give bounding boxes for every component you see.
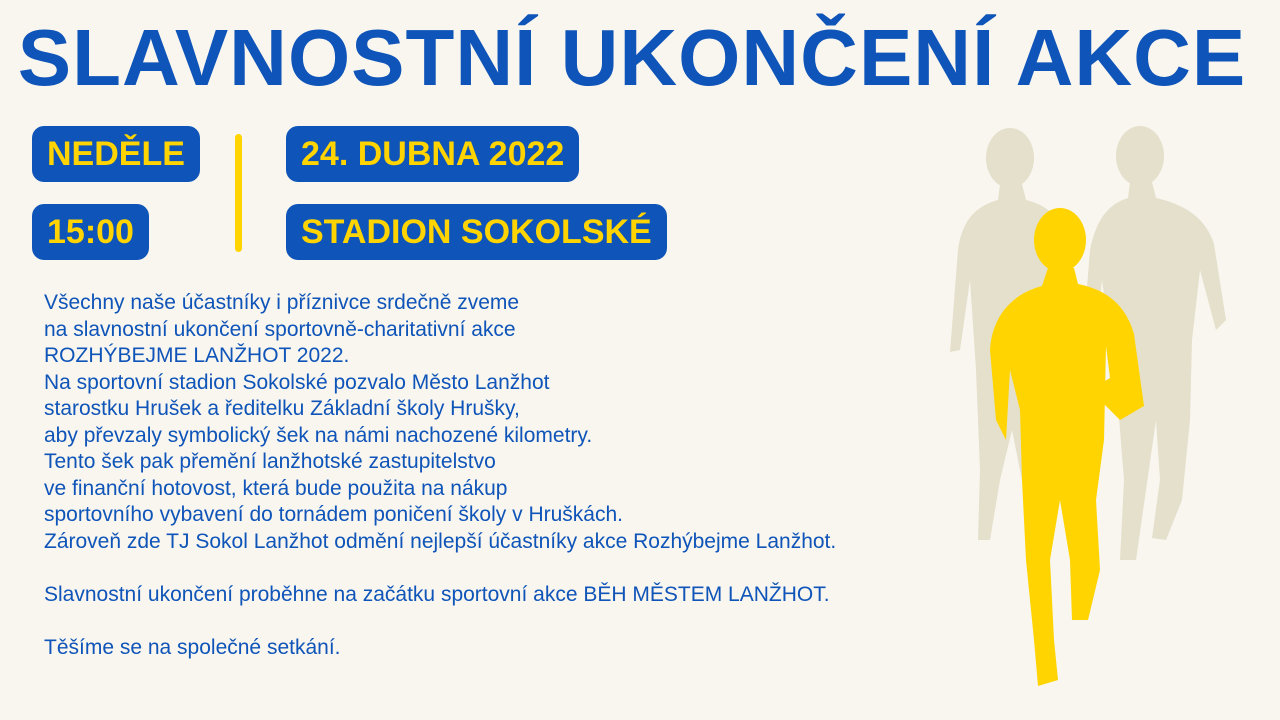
text-line: na slavnostní ukončení sportovně-charitativní akce — [44, 317, 516, 341]
paragraph-gap — [44, 555, 1004, 582]
closing-greeting: Těšíme se na společné setkání. — [44, 635, 341, 659]
invitation-text — [44, 290, 1004, 661]
text-line: Tento šek pak přemění lanžhotské zastupitelstvo — [44, 450, 496, 473]
paragraph-gap — [44, 608, 1004, 635]
place-badge: STADION SOKOLSKÉ — [286, 204, 667, 260]
text-line: Na sportovní stadion Sokolské pozvalo Město Lanžhot — [44, 370, 550, 394]
info-divider — [235, 134, 242, 252]
text-line: sportovního vybavení do tornádem poničení školy v Hruškách. — [44, 503, 623, 526]
day-badge: NEDĚLE — [32, 126, 200, 182]
text-line: ROZHÝBEJME LANŽHOT 2022. — [44, 344, 350, 367]
date-badge: 24. DUBNA 2022 — [286, 126, 579, 182]
text-line: aby převzaly symbolický šek na námi nachozené kilometry. — [44, 423, 593, 447]
closing-note: Slavnostní ukončení proběhne na začátku sportovní akce BĚH MĚSTEM LANŽHOT. — [44, 582, 830, 606]
text-line: Zároveň zde TJ Sokol Lanžhot odmění nejlepší účastníky akce Rozhýbejme Lanžhot. — [44, 529, 837, 553]
text-line: starostku Hrušek a ředitelku Základní školy Hrušky, — [44, 397, 520, 420]
text-line: Všechny naše účastníky i příznivce srdečně zveme — [44, 291, 520, 314]
runners-silhouette-icon — [930, 120, 1250, 720]
page-title: SLAVNOSTNÍ UKONČENÍ AKCE — [17, 13, 1247, 102]
text-line: ve finanční hotovost, která bude použita na nákup — [44, 476, 508, 500]
time-badge: 15:00 — [32, 204, 149, 260]
